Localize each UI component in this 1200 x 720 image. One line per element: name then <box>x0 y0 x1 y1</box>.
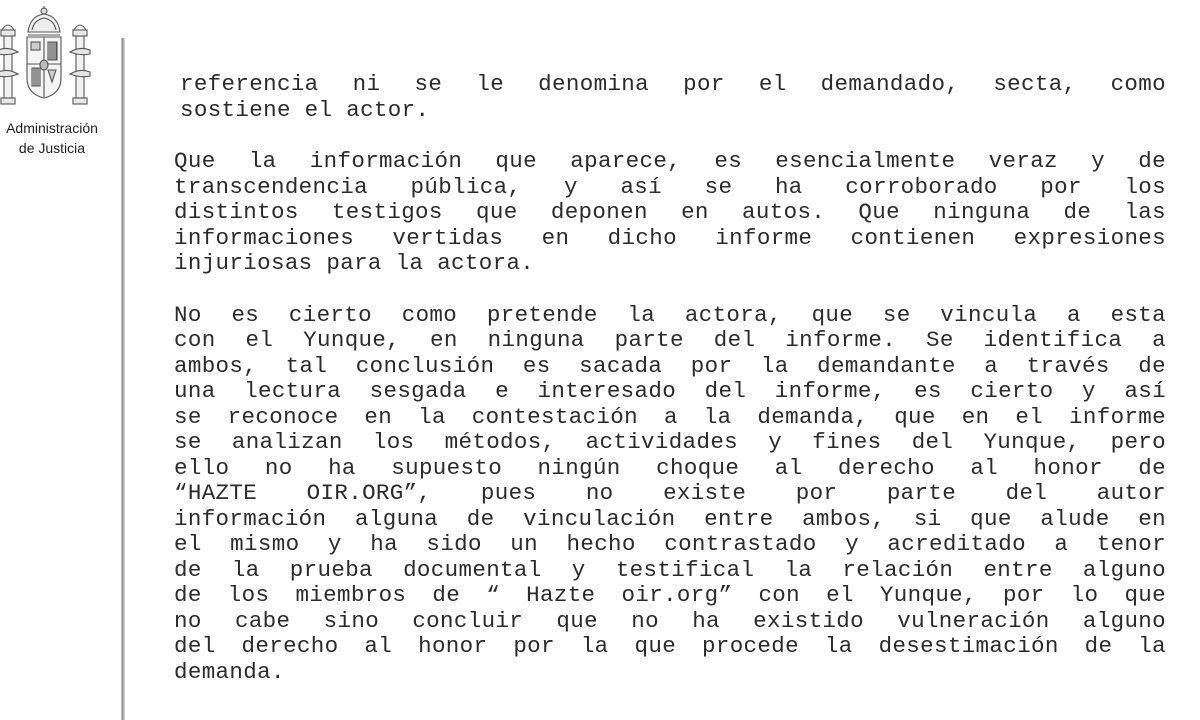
text-line: información alguna de vinculación entre ambos, si que alude en <box>174 505 1166 532</box>
text-line: referencia ni se le denomina por el demandado, secta, como <box>180 71 1166 97</box>
text-line: una lectura sesgada e interesado del informe, es cierto y así <box>174 378 1166 404</box>
organization-label <box>0 118 134 158</box>
text-line: con el Yunque, en ninguna parte del informe. Se identifica a <box>174 327 1166 353</box>
organization-line-1: Administración <box>6 120 98 136</box>
text-line: No es cierto como pretende la actora, que se vincula a esta <box>174 301 1166 328</box>
margin-rule <box>121 38 125 720</box>
text-line: demanda. <box>174 658 285 685</box>
text-line: del derecho al honor por la que procede la desestimación de la <box>174 633 1166 659</box>
text-line: de la prueba documental y testifical la relación entre alguno <box>174 556 1166 583</box>
text-line: Que la información que aparece, es esencialmente veraz y de <box>174 148 1166 174</box>
organization-line-2: de Justicia <box>18 140 86 156</box>
paragraph-2 <box>174 149 1166 277</box>
text-line: se analizan los métodos, actividades y fines del Yunque, pero <box>174 429 1166 455</box>
text-line: ello no ha supuesto ningún choque al derecho al honor de <box>174 454 1166 481</box>
paragraph-1 <box>174 72 1166 123</box>
text-line: de los miembros de “ Hazte oir.org” con el Yunque, por lo que <box>174 582 1166 608</box>
text-line: se reconoce en la contestación a la demanda, que en el informe <box>174 403 1166 430</box>
text-line: el mismo y ha sido un hecho contrastado y acreditado a tenor <box>174 531 1166 557</box>
paragraph-3 <box>174 303 1166 686</box>
coat-of-arms-icon <box>0 2 94 114</box>
text-line: sostiene el actor. <box>180 96 430 123</box>
text-line: ambos, tal conclusión es sacada por la demandante a través de <box>174 352 1166 379</box>
text-line: “HAZTE OIR.ORG”, pues no existe por parte del autor <box>174 480 1166 506</box>
text-line: transcendencia pública, y así se ha corroborado por los <box>174 173 1166 200</box>
text-line: distintos testigos que deponen en autos. Que ninguna de las <box>174 199 1166 225</box>
text-line: injuriosas para la actora. <box>174 250 535 276</box>
text-line: no cabe sino concluir que no ha existido vulneración alguno <box>174 607 1166 634</box>
document-body <box>174 72 1166 711</box>
text-line: informaciones vertidas en dicho informe contienen expresiones <box>174 224 1166 251</box>
